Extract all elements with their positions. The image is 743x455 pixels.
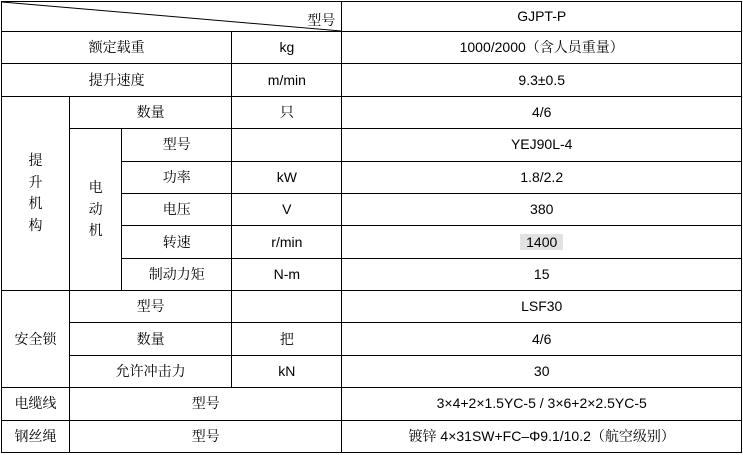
value-rated-load: 1000/2000（含人员重量） xyxy=(342,32,742,64)
label-rope-model: 型号 xyxy=(70,420,342,453)
label-rated-load: 额定载重 xyxy=(2,32,232,64)
table-row-impact-force xyxy=(2,355,742,387)
value-impact-force: 30 xyxy=(342,355,742,387)
header-diagonal-cell xyxy=(2,2,342,32)
unit-quantity: 只 xyxy=(232,96,342,128)
table-row-rated-load xyxy=(2,32,742,64)
value-voltage: 380 xyxy=(342,193,742,225)
unit-lift-speed: m/min xyxy=(232,64,342,96)
unit-motor-model xyxy=(232,129,342,161)
diagonal-line-icon xyxy=(2,2,341,31)
table-row-lift-speed xyxy=(2,64,742,96)
value-quantity: 4/6 xyxy=(342,96,742,128)
table-row-motor-model xyxy=(2,129,742,161)
value-brake-torque: 15 xyxy=(342,258,742,290)
label-power: 功率 xyxy=(122,161,232,193)
unit-voltage: V xyxy=(232,193,342,225)
table-row-header xyxy=(2,2,742,32)
unit-lock-model xyxy=(232,291,342,323)
value-speed-cell xyxy=(342,226,742,258)
label-impact-force: 允许冲击力 xyxy=(70,355,232,387)
table-row-wire-rope xyxy=(2,420,742,453)
group-label-safety-lock: 安全锁 xyxy=(2,291,70,388)
value-power: 1.8/2.2 xyxy=(342,161,742,193)
table-row-lock-quantity xyxy=(2,323,742,355)
value-speed: 1400 xyxy=(520,234,563,250)
group-label-cable: 电缆线 xyxy=(2,388,70,420)
label-lock-model: 型号 xyxy=(70,291,232,323)
label-motor-model: 型号 xyxy=(122,129,232,161)
label-lift-speed: 提升速度 xyxy=(2,64,232,96)
label-brake-torque: 制动力矩 xyxy=(122,258,232,290)
specification-table xyxy=(1,1,742,453)
value-lock-quantity: 4/6 xyxy=(342,323,742,355)
group-label-motor: 电 动 机 xyxy=(70,129,122,291)
header-model-value: GJPT-P xyxy=(342,2,742,32)
label-cable-model: 型号 xyxy=(70,388,342,420)
unit-brake-torque: N-m xyxy=(232,258,342,290)
value-rope-model: 镀锌 4×31SW+FC–Φ9.1/10.2（航空级别） xyxy=(342,420,742,453)
unit-speed: r/min xyxy=(232,226,342,258)
label-quantity: 数量 xyxy=(70,96,232,128)
value-cable-model: 3×4+2×1.5YC-5 / 3×6+2×2.5YC-5 xyxy=(342,388,742,420)
value-motor-model: YEJ90L-4 xyxy=(342,129,742,161)
table-row-lock-model xyxy=(2,291,742,323)
unit-rated-load: kg xyxy=(232,32,342,64)
label-speed: 转速 xyxy=(122,226,232,258)
value-lift-speed: 9.3±0.5 xyxy=(342,64,742,96)
value-lock-model: LSF30 xyxy=(342,291,742,323)
header-model-label: 型号 xyxy=(307,12,336,29)
unit-power: kW xyxy=(232,161,342,193)
unit-impact-force: kN xyxy=(232,355,342,387)
label-lock-quantity: 数量 xyxy=(70,323,232,355)
group-label-wire-rope: 钢丝绳 xyxy=(2,420,70,453)
table-row-quantity xyxy=(2,96,742,128)
group-label-lift-mechanism: 提 升 机 构 xyxy=(2,96,70,290)
table-row-cable xyxy=(2,388,742,420)
unit-lock-quantity: 把 xyxy=(232,323,342,355)
label-voltage: 电压 xyxy=(122,193,232,225)
